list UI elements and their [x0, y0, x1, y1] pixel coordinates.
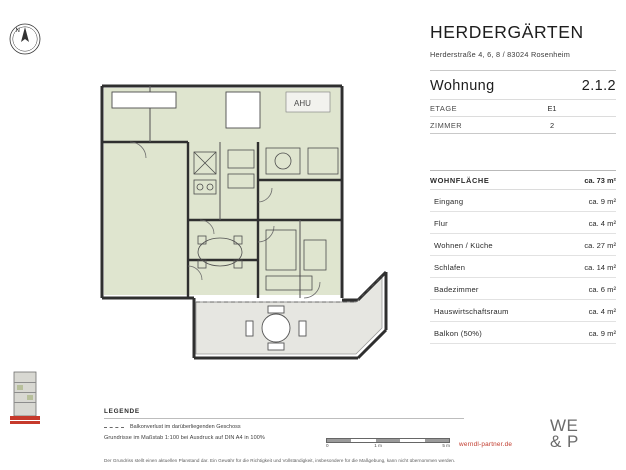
building-thumbnail — [8, 366, 48, 426]
area-value: ca. 14 m² — [584, 262, 616, 272]
area-row — [430, 278, 616, 300]
area-row — [430, 234, 616, 256]
website-link[interactable]: werndl-partner.de — [459, 441, 513, 448]
legend — [104, 408, 464, 441]
project-title: HERDERGÄRTEN — [430, 22, 584, 42]
logo-line-1: WE — [550, 416, 579, 435]
scale-bar — [326, 438, 450, 451]
legend-title: LEGENDE — [104, 408, 464, 419]
project-address: Herderstraße 4, 6, 8 / 83024 Rosenheim — [430, 50, 571, 59]
area-label: Wohnen / Küche — [434, 240, 493, 250]
area-label: Balkon (50%) — [434, 328, 482, 338]
area-total-label: WOHNFLÄCHE — [430, 176, 490, 185]
scale-tick-end: 5 m — [442, 443, 450, 448]
area-value: ca. 27 m² — [584, 240, 616, 250]
disclaimer-text: Der Grundriss stellt einen aktuellen Planstand dar. Ein Gewähr für die Richtigkeit und Vollständigkeit, insbesondere für die Maßgebung, kann nicht übernommen werden. — [104, 458, 456, 463]
compass-north-label: N — [15, 28, 20, 34]
area-row — [430, 190, 616, 212]
area-value: ca. 4 m² — [588, 306, 616, 316]
area-row — [430, 212, 616, 234]
detail-value: E1 — [547, 103, 557, 113]
plan-annotation: AHU — [294, 99, 311, 108]
area-total-row — [430, 170, 616, 190]
scale-tick-mid: 1 m — [374, 443, 382, 448]
legend-scale-note: Grundrisse im Maßstab 1:100 bei Ausdruck auf DIN A4 in 100% — [104, 435, 265, 441]
unit-row — [430, 71, 616, 99]
area-value: ca. 9 m² — [588, 196, 616, 206]
north-arrow — [8, 22, 42, 56]
area-total-value: ca. 73 m² — [584, 176, 616, 185]
unit-info-panel — [430, 22, 616, 344]
area-value: ca. 6 m² — [588, 284, 616, 294]
detail-row-etage — [430, 99, 616, 116]
unit-label: Wohnung — [430, 78, 495, 94]
floor-plan — [90, 70, 410, 390]
area-row — [430, 322, 616, 344]
area-label: Flur — [434, 218, 448, 228]
area-label: Schlafen — [434, 262, 466, 272]
company-logo — [550, 418, 620, 456]
detail-value: 2 — [549, 120, 555, 130]
detail-key: ETAGE — [430, 103, 458, 113]
area-value: ca. 9 m² — [588, 328, 616, 338]
area-label: Eingang — [434, 196, 464, 206]
scale-bar-ticks — [326, 443, 450, 451]
area-value: ca. 4 m² — [588, 218, 616, 228]
legend-entry-label: Balkonverlust im darüberliegenden Geschoss — [130, 424, 241, 430]
dashed-line-icon — [104, 427, 124, 428]
area-row — [430, 256, 616, 278]
detail-row-zimmer — [430, 116, 616, 133]
area-row — [430, 300, 616, 322]
scale-tick-zero: 0 — [326, 443, 329, 448]
unit-number: 2.1.2 — [581, 78, 616, 94]
area-label: Badezimmer — [434, 284, 479, 294]
area-label: Hauswirtschaftsraum — [434, 306, 509, 316]
detail-key: ZIMMER — [430, 120, 463, 130]
logo-line-2: & P — [550, 432, 579, 451]
legend-entry-balcony-loss — [104, 419, 464, 430]
